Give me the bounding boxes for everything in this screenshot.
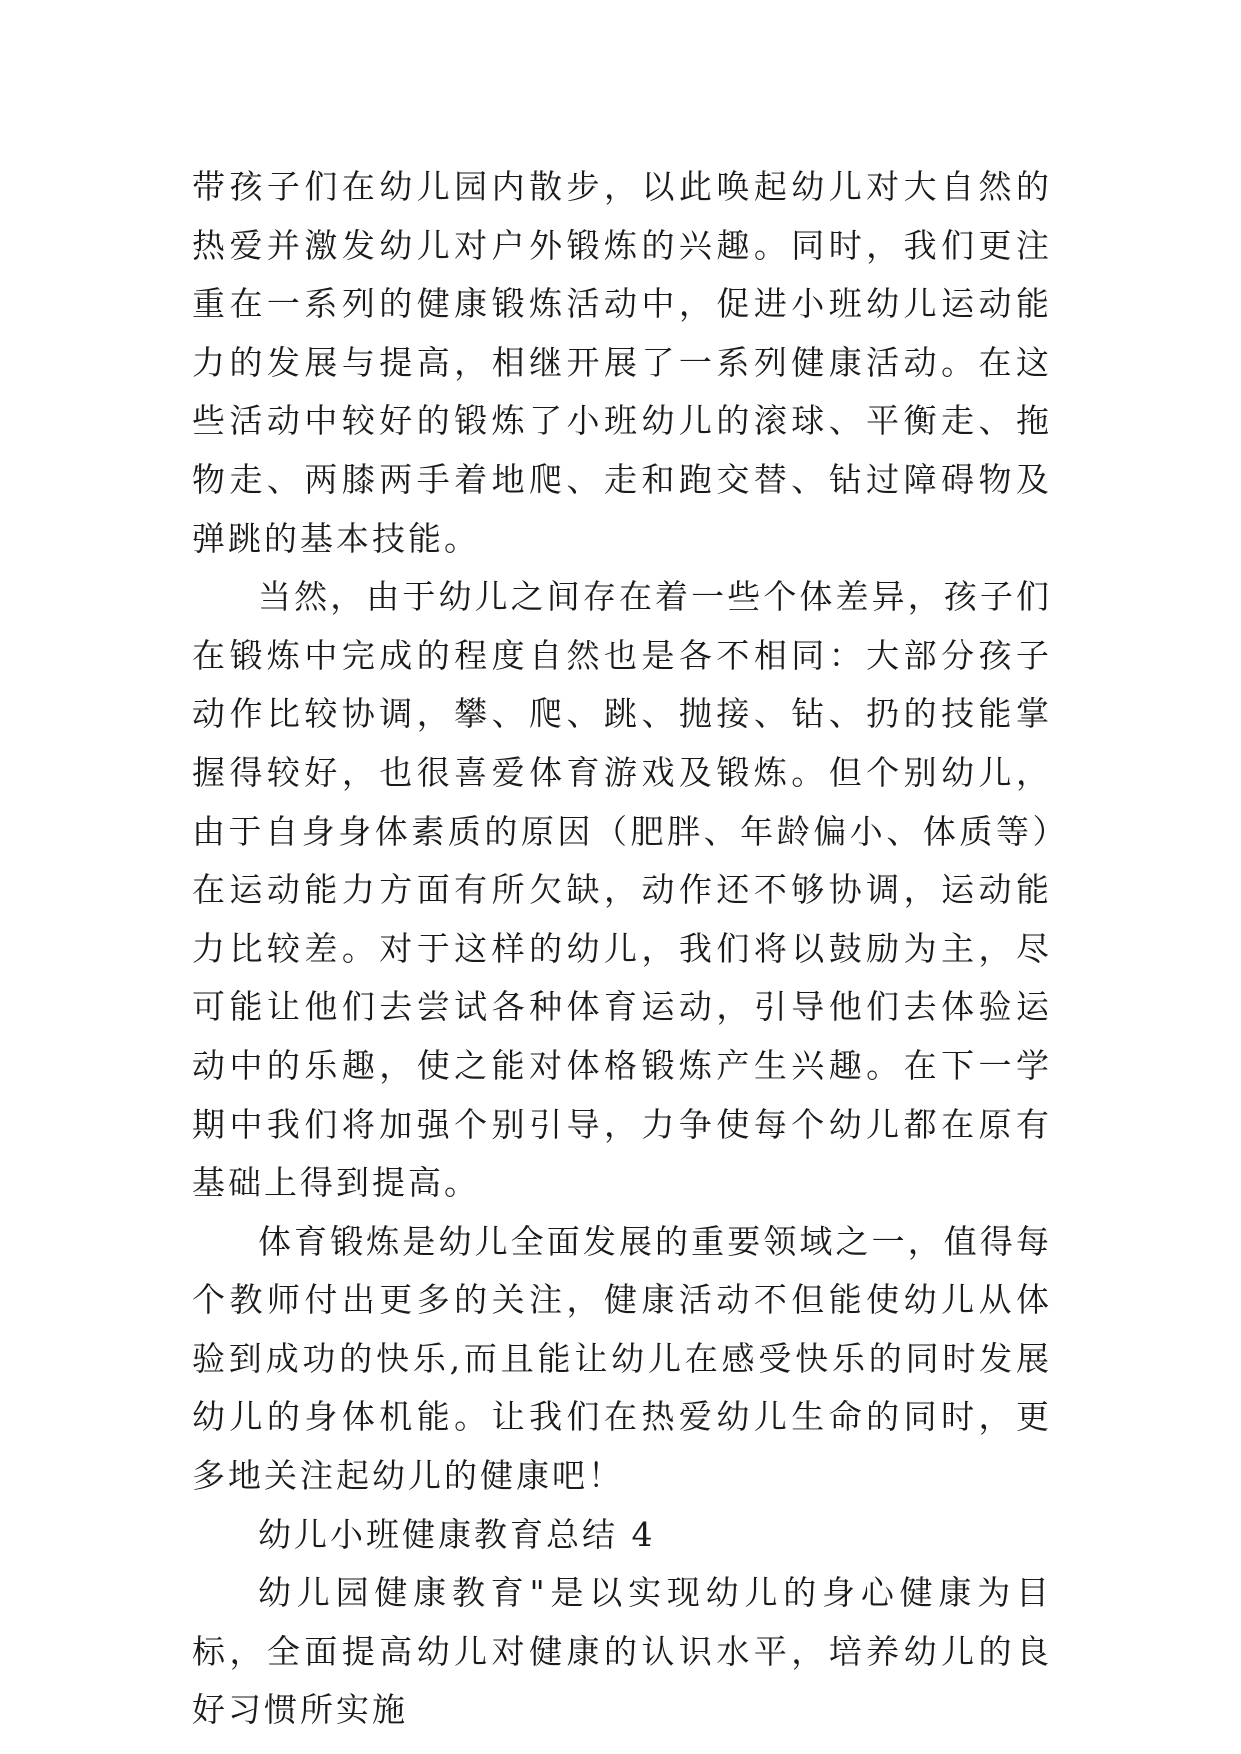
- paragraph-physical-exercise: 体育锻炼是幼儿全面发展的重要领域之一，值得每个教师付出更多的关注，健康活动不但能使幼儿从体验到成功的快乐,而且能让幼儿在感受快乐的同时发展幼儿的身体机能。让我们在热爱幼儿生命的同时，更多地关注起幼儿的健康吧！: [192, 1221, 1052, 1496]
- paragraph-continuation: 带孩子们在幼儿园内散步，以此唤起幼儿对大自然的热爱并激发幼儿对户外锻炼的兴趣。同时，我们更注重在一系列的健康锻炼活动中，促进小班幼儿运动能力的发展与提高，相继开展了一系列健康活动。在这些活动中较好的锻炼了小班幼儿的滚球、平衡走、拖物走、两膝两手着地爬、走和跑交替、钻过障碍物及弹跳的基本技能。: [192, 167, 1052, 558]
- section-heading: 幼儿小班健康教育总结 4: [258, 1514, 656, 1554]
- paragraph-individual-differences: 当然，由于幼儿之间存在着一些个体差异，孩子们在锻炼中完成的程度自然也是各不相同：大部分孩子动作比较协调，攀、爬、跳、抛接、钻、扔的技能掌握得较好，也很喜爱体育游戏及锻炼。但个别幼儿，由于自身身体素质的原因（肥胖、年龄偏小、体质等）在运动能力方面有所欠缺，动作还不够协调，运动能力比较差。对于这样的幼儿，我们将以鼓励为主，尽可能让他们去尝试各种体育运动，引导他们去体验运动中的乐趣，使之能对体格锻炼产生兴趣。在下一学期中我们将加强个别引导，力争使每个幼儿都在原有基础上得到提高。: [192, 577, 1052, 1203]
- paragraph-health-education: 幼儿园健康教育"是以实现幼儿的身心健康为目标，全面提高幼儿对健康的认识水平，培养幼儿的良好习惯所实施: [192, 1573, 1052, 1730]
- document-body: [192, 158, 1052, 1740]
